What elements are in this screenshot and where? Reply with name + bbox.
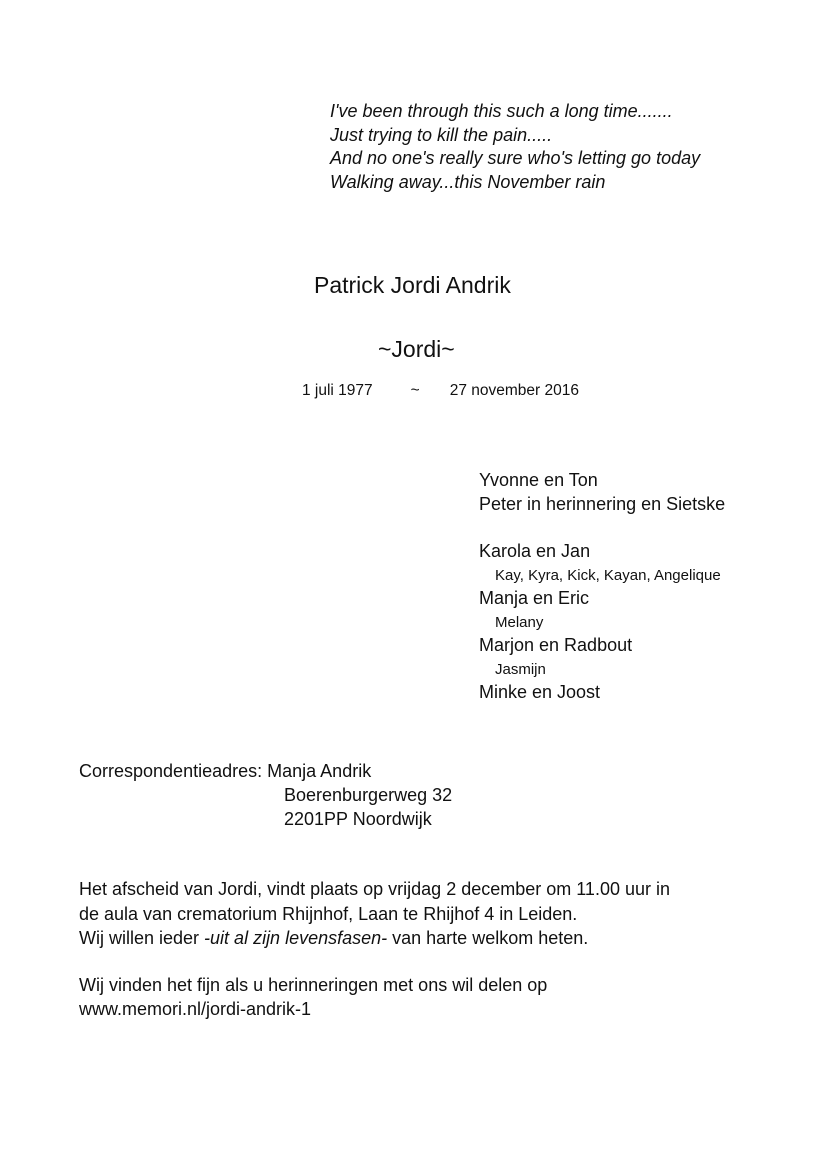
family-line: Manja en Eric bbox=[479, 587, 590, 608]
family-line: Minke en Joost bbox=[479, 681, 601, 702]
correspondence-name: Manja Andrik bbox=[267, 761, 372, 781]
family-list bbox=[479, 469, 725, 704]
poem-line: I've been through this such a long time....... bbox=[330, 101, 673, 121]
farewell-line: Wij vinden het fijn als u herinneringen met ons wil delen op bbox=[79, 974, 548, 995]
family-line: Marjon en Radbout bbox=[479, 634, 633, 655]
date-separator: ~ bbox=[410, 382, 420, 399]
family-children: Jasmijn bbox=[495, 661, 546, 678]
birth-date: 1 juli 1977 bbox=[302, 382, 373, 399]
farewell-line bbox=[79, 926, 670, 951]
farewell-notice bbox=[79, 877, 670, 1022]
family-children: Melany bbox=[495, 614, 544, 631]
spacer bbox=[79, 951, 670, 973]
poem-line: Just trying to kill the pain..... bbox=[330, 124, 553, 145]
correspondence-city: 2201PP Noordwijk bbox=[284, 809, 432, 829]
life-dates bbox=[302, 382, 579, 400]
poem-line: And no one's really sure who's letting go today bbox=[330, 148, 701, 168]
memorial-url[interactable]: www.memori.nl/jordi-andrik-1 bbox=[79, 999, 312, 1019]
poem-line: Walking away...this November rain bbox=[330, 171, 606, 192]
family-children: Kay, Kyra, Kick, Kayan, Angelique bbox=[495, 567, 721, 584]
farewell-text: Wij willen ieder bbox=[79, 928, 205, 948]
farewell-line: de aula van crematorium Rhijnhof, Laan te Rhijhof 4 in Leiden. bbox=[79, 903, 578, 924]
correspondence-address bbox=[79, 759, 452, 831]
death-date: 27 november 2016 bbox=[449, 382, 579, 399]
correspondence-street: Boerenburgerweg 32 bbox=[284, 785, 453, 805]
family-line: Karola en Jan bbox=[479, 540, 591, 561]
spacer bbox=[479, 516, 725, 540]
correspondence-label: Correspondentieadres: bbox=[79, 761, 263, 781]
farewell-text: van harte welkom heten. bbox=[387, 928, 589, 948]
farewell-emphasis: -uit al zijn levensfasen- bbox=[204, 928, 388, 948]
poem-quote bbox=[330, 100, 700, 194]
farewell-line: Het afscheid van Jordi, vindt plaats op vrijdag 2 december om 11.00 uur in bbox=[79, 879, 670, 899]
deceased-full-name: Patrick Jordi Andrik bbox=[314, 272, 511, 298]
deceased-nickname: ~Jordi~ bbox=[378, 336, 455, 362]
family-line: Peter in herinnering en Sietske bbox=[479, 493, 726, 514]
family-line: Yvonne en Ton bbox=[479, 470, 598, 490]
